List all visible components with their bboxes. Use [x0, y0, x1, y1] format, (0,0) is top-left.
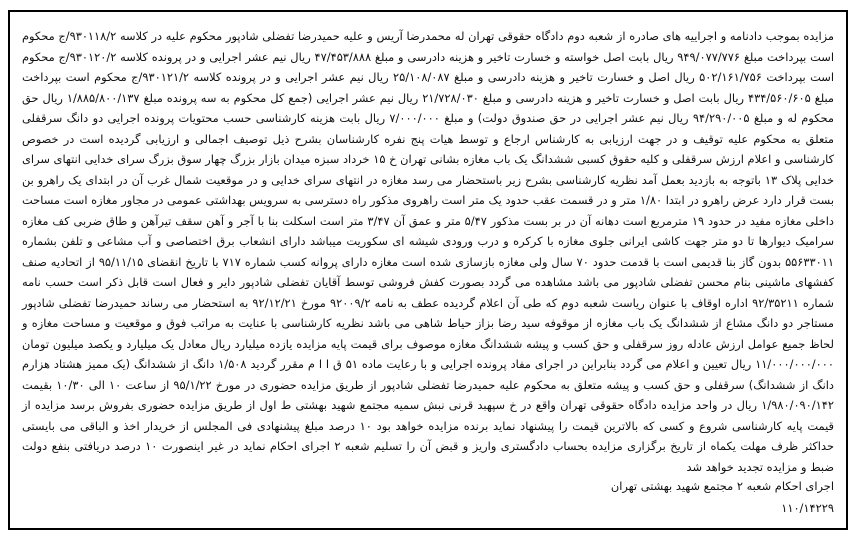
notice-code: ۱۱۰/۱۴۲۲۹ — [781, 501, 834, 515]
issuing-office: اجرای احکام شعبه ۲ مجتمع شهید بهشتی تهران — [610, 479, 834, 493]
notice-body-text: مزایده بموجب دادنامه و اجراییه های صادره از شعبه دوم دادگاه حقوقی تهران له محمدرضا آریس و علیه حمیدرضا تفضلی شادپور محکوم علیه در کلاسه ۹۳۰۱۱۸/۲/ج محکوم است بپرداخت مبلغ ۹۴۹/۰۷۷/۷۷۶ ریال بابت اصل خواسته و خسارت تاخیر و هزینه دادرسی و مبلغ ۴۷/۴۵۳/۸۸۸ ریال نیم عشر اجرایی و در پرونده کلاسه ۹۳۰۱۲۰/۲/ج محکوم است بپرداخت ۵۰۲/۱۶۱/۷۵۶ ریال اصل و خسارت تاخیر و هزینه دادرسی و مبلغ ۲۵/۱۰۸/۰۸۷ ریال نیم عشر اجرایی و در پرونده کلاسه ۹۳۰۱۲۱/۲/ج محکوم است بپرداخت مبلغ ۴۳۴/۵۶۰/۶۰۵ ریال بابت اصل و خسارت تاخیر و هزینه دادرسی و مبلغ ۲۱/۷۲۸/۰۳۰ ریال نیم عشر اجرایی (جمع کل محکوم به سه پرونده مبلغ ۱/۸۸۵/۸۰۰/۱۳۷ ریال حق محکوم له و مبلغ ۹۴/۲۹۰/۰۰۵ ریال نیم عشر اجرایی در حق صندوق دولت) و مبلغ ۷/۰۰۰/۰۰۰ ریال بابت هزینه کارشناسی حسب محتویات پرونده اجرایی دو دانگ سرقفلی متعلق به محکوم علیه توقیف و در جهت ارزیابی به کارشناس ارجاع و توسط هیات پنج نفره کارشناسان بشرح ذیل توصیف اجمالی و ارزیابی گردیده است در خصوص کارشناسی و اعلام ارزش سرقفلی و کلیه حقوق کسبی ششدانگ یک باب مغازه بشانی تهران خ ۱۵ خرداد سبزه میدان بازار بزرگ چهار سوق بزرگ سرای خدایی انتهای سرای خدایی پلاک ۱۳ باتوجه به بازدید بعمل آمد نظریه کارشناسی بشرح زیر باستحضار می رسد مغازه در انتهای سرای خدایی و در موقعیت شمال غرب آن در ابتدای یک راهرو بن بست قرار دارد عرض راهرو در ابتدا ۱/۸۰ متر و در قسمت عقب حدود یک متر است راهروی مذکور راه دسترسی به سرویس بهداشتی عمومی در مجاور مغازه است مساحت داخلی مغازه مفید در حدود ۱۹ مترمربع است دهانه آن در بر بست مذکور ۵/۴۷ متر و عمق آن ۳/۴۷ متر است اسکلت بنا با آجر و آهن سقف تیرآهن و طاق ضربی کف مغازه سرامیک دیوارها تا دو متر جهت کاشی ایرانی جلوی مغازه با کرکره و درب ورودی شیشه ای سکوریت میباشد دارای انشعاب برق اختصاصی و آب مشاعی و تلفن بشماره ۵۵۶۳۳۰۱۱ بدون گاز بنا قدیمی است با قدمت حدود ۷۰ سال ولی مغازه بازسازی شده است مغازه دارای پروانه کسب شماره ۷۱۷ با تاریخ انقضای ۹۵/۱۱/۱۵ از اتحادیه صنف کفشهای ماشینی بنام محسن تفضلی شادپور می باشد مشاهده می گردد بصورت کفش فروشی توسط آقایان تفضلی شادپور دایر و فعال است قابل ذکر است حسب نامه شماره ۹۲/۳۵۲۱۱ اداره اوقاف با عنوان ریاست شعبه دوم که طی آن اعلام گردیده عطف به نامه ۹۲۰۰۹/۲ مورخ ۹۲/۱۲/۲۱ به استحضار می رساند حمیدرضا تفضلی شادپور مستاجر دو دانگ مشاع از ششدانگ یک باب مغازه از موقوفه سید رضا بزاز حیاط شاهی می باشد نظریه کارشناسی با عنایت به مراتب فوق و موقعیت و مساحت مغازه و لحاظ جمیع عوامل ارزش عادله روز سرقفلی و حق کسب و پیشه ششدانگ مغازه موصوف برای قیمت پایه مزایده یازده میلیارد ریال معادل یک میلیارد و یکصد میلیون تومان ۱۱/۰۰۰/۰۰۰/۰۰۰ ریال تعیین و اعلام می گردد بنابراین در اجرای مفاد پرونده اجرایی و با رعایت ماده ۵۱ ق ا ا م مقرر گردید ۱/۵۰۸ دانگ از ششدانگ (یک ممیز هشتاد هزارم دانگ از ششدانگ) سرقفلی و حق کسب و پیشه متعلق به محکوم علیه حمیدرضا تفضلی شادپور از طریق مزایده حضوری در مورخ ۹۵/۱/۲۲ از ساعت ۱۰ الی ۱۰/۳۰ بقیمت ۱/۹۸۰/۰۹۰/۱۴۲ ریال در واحد مزایده دادگاه حقوقی تهران واقع در خ سپهبد قرنی نبش سمیه مجتمع شهید بهشتی ط اول از طریق مزایده حضوری بفروش برسد مزایده از قیمت پایه کارشناسی شروع و کسی که بالاترین قیمت را پیشنهاد نماید برنده مزایده خواهد بود ۱۰ درصد مبلغ پیشنهادی فی المجلس از خریدار اخذ و الباقی می بایستی حداکثر ظرف مهلت یکماه از تاریخ برگزاری مزایده بحساب دادگستری واریز و قبض آن را تسلیم شعبه ۲ اجرای احکام نماید در غیر اینصورت ۱۰ درصد دریافتی بنفع دولت ضبط و مزایده تجدید خواهد شد — [22, 29, 835, 474]
notice-frame — [8, 10, 848, 530]
notice-body — [22, 26, 834, 477]
